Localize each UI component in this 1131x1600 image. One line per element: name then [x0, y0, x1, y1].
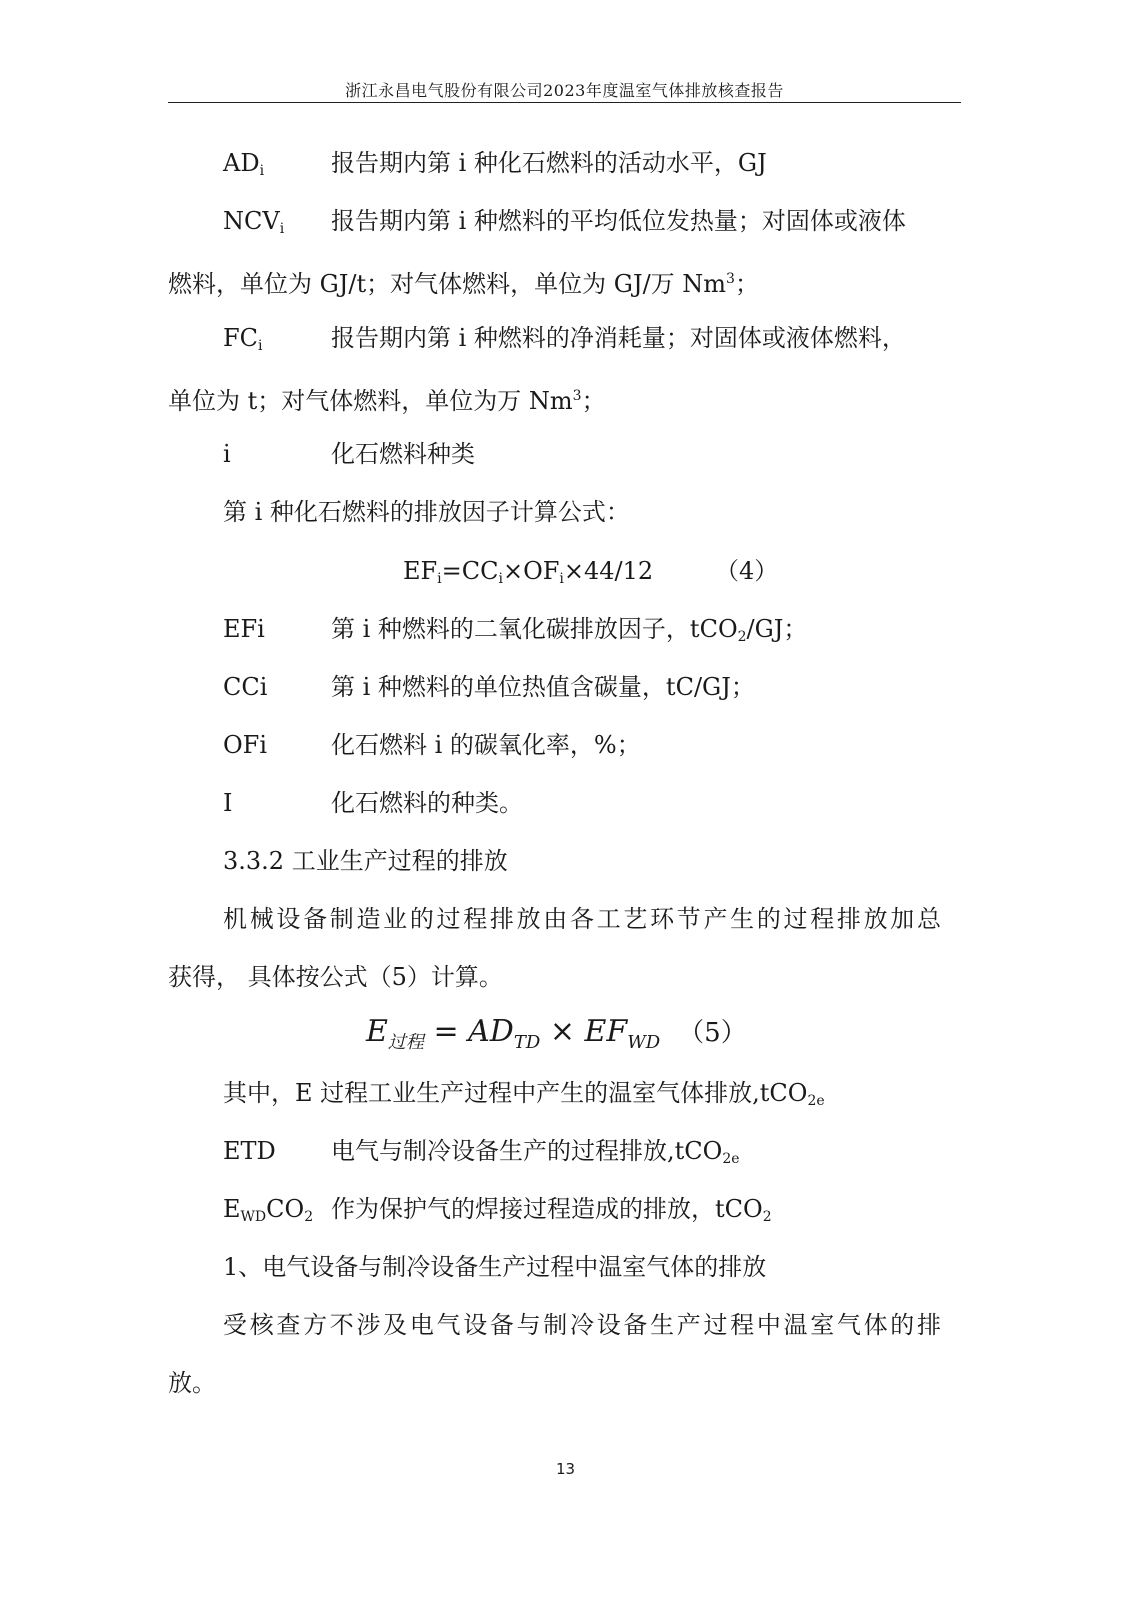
- def-term: OFi: [223, 731, 268, 759]
- def-desc: 化石燃料 i 的碳氧化率，%；: [331, 731, 641, 759]
- def-desc: 化石燃料种类: [331, 440, 475, 468]
- section-title: 3.3.2 工业生产过程的排放: [223, 847, 508, 875]
- def-term: i: [223, 440, 231, 468]
- ef-intro: 第 i 种化石燃料的排放因子计算公式：: [223, 498, 630, 526]
- def-desc: 报告期内第 i 种燃料的净消耗量；对固体或液体燃料，: [331, 324, 906, 352]
- paragraph-scope-cont: 放。: [168, 1369, 216, 1397]
- def-term: ETD: [223, 1137, 276, 1165]
- paragraph-process: 机械设备制造业的过程排放由各工艺环节产生的过程排放加总: [223, 905, 941, 933]
- equation-4-number: （4）: [715, 557, 779, 585]
- header-rule: [168, 102, 961, 103]
- def-desc: 报告期内第 i 种化石燃料的活动水平，GJ: [331, 149, 767, 177]
- def-term: $NCV_i$: [223, 207, 285, 237]
- def-desc: 第 i 种燃料的单位热值含碳量，tC/GJ；: [331, 673, 755, 701]
- paragraph-process-cont: 获得， 具体按公式（5）计算。: [168, 963, 503, 991]
- def-term: $AD_i$: [223, 149, 265, 179]
- def-term: CCi: [223, 673, 268, 701]
- equation-4-body: $EF_i=CC_i\times OF_i\times 44/12$: [403, 557, 654, 587]
- def-ncv-cont: 燃料，单位为 GJ/t；对气体燃料，单位为 GJ/万 Nm$^3$；: [168, 270, 759, 298]
- where-line: 其中，E 过程工业生产过程中产生的温室气体排放,tCO$_{2e}$: [223, 1079, 825, 1109]
- def-desc: 电气与制冷设备生产的过程排放,tCO$_{2e}$: [331, 1137, 740, 1167]
- def-term: EFi: [223, 615, 265, 643]
- equation-5: $E_{过程} = AD_{TD} \times EF_{WD}$ （5）: [366, 1014, 747, 1053]
- def-term: I: [223, 789, 233, 817]
- equation-5-number: （5）: [678, 1018, 747, 1048]
- page-number: 13: [555, 1460, 576, 1478]
- def-term: $FC_i$: [223, 324, 263, 354]
- item-1: 1、电气设备与制冷设备生产过程中温室气体的排放: [223, 1253, 767, 1281]
- paragraph-scope: 受核查方不涉及电气设备与制冷设备生产过程中温室气体的排: [223, 1311, 941, 1339]
- def-desc: 第 i 种燃料的二氧化碳排放因子，tCO$_2$/GJ；: [331, 615, 808, 645]
- def-desc: 作为保护气的焊接过程造成的排放，tCO$_2$: [331, 1195, 772, 1225]
- def-term: $E_{WD}CO_2$: [223, 1195, 314, 1225]
- def-desc: 化石燃料的种类。: [331, 789, 523, 817]
- page-header: 浙江永昌电气股份有限公司2023年度温室气体排放核查报告: [345, 81, 784, 100]
- def-fc-cont: 单位为 t；对气体燃料，单位为万 Nm$^3$；: [168, 387, 606, 415]
- def-desc: 报告期内第 i 种燃料的平均低位发热量；对固体或液体: [331, 207, 906, 235]
